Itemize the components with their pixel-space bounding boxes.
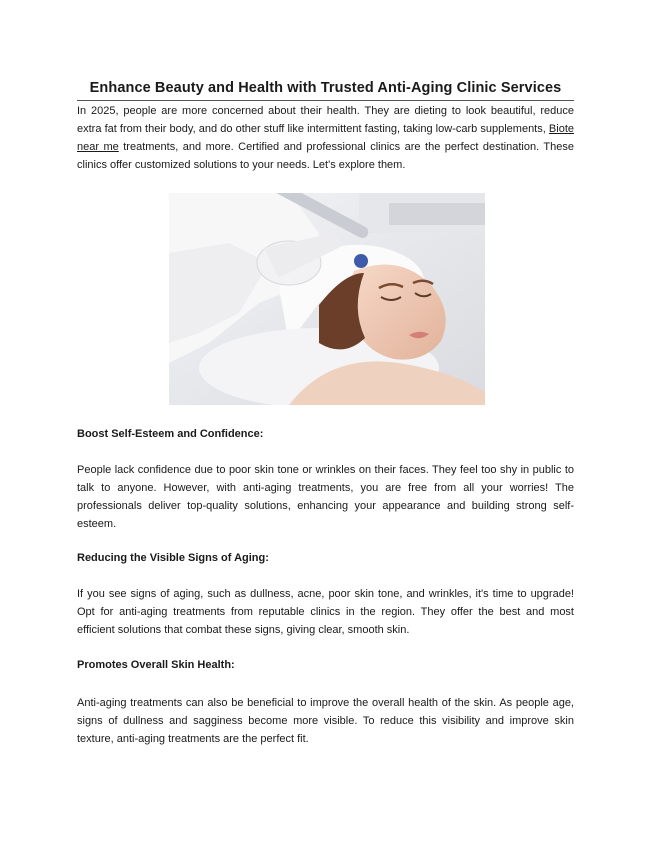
- section-heading: Boost Self-Esteem and Confidence:: [77, 428, 264, 440]
- section-heading: Promotes Overall Skin Health:: [77, 659, 235, 671]
- section-paragraph: If you see signs of aging, such as dullness, acne, poor skin tone, and wrinkles, it's time to upgrade! Opt for anti-aging treatments from reputable clinics in the region. They offer the best and most efficient solutions that combat these signs, giving clear, smooth skin.: [77, 588, 574, 636]
- biote-link[interactable]: Biote near me: [77, 123, 574, 153]
- intro-paragraph: [77, 102, 574, 174]
- intro-text-after-link: treatments, and more. Certified and professional clinics are the perfect destination. These clinics offer customized solutions to your needs. Let's explore them.: [77, 141, 574, 171]
- section-heading: Reducing the Visible Signs of Aging:: [77, 552, 269, 564]
- page-title: Enhance Beauty and Health with Trusted Anti-Aging Clinic Services: [89, 80, 562, 96]
- section-paragraph: Anti-aging treatments can also be beneficial to improve the overall health of the skin. As people age, signs of dullness and sagginess become more visible. To reduce this visibility and improve skin texture, anti-aging treatments are the perfect fit.: [77, 697, 574, 745]
- facial-treatment-photo: [169, 193, 485, 405]
- section-paragraph: People lack confidence due to poor skin tone or wrinkles on their faces. They feel too shy in public to talk to anyone. However, with anti-aging treatments, you are free from all your worries! The professionals deliver top-quality solutions, enhancing your appearance and building strong self-esteem.: [77, 464, 574, 530]
- intro-text-before-link: In 2025, people are more concerned about their health. They are dieting to look beautiful, reduce extra fat from their body, and do other stuff like intermittent fasting, taking low-carb supplements,: [77, 105, 574, 135]
- title-underline: [77, 100, 574, 101]
